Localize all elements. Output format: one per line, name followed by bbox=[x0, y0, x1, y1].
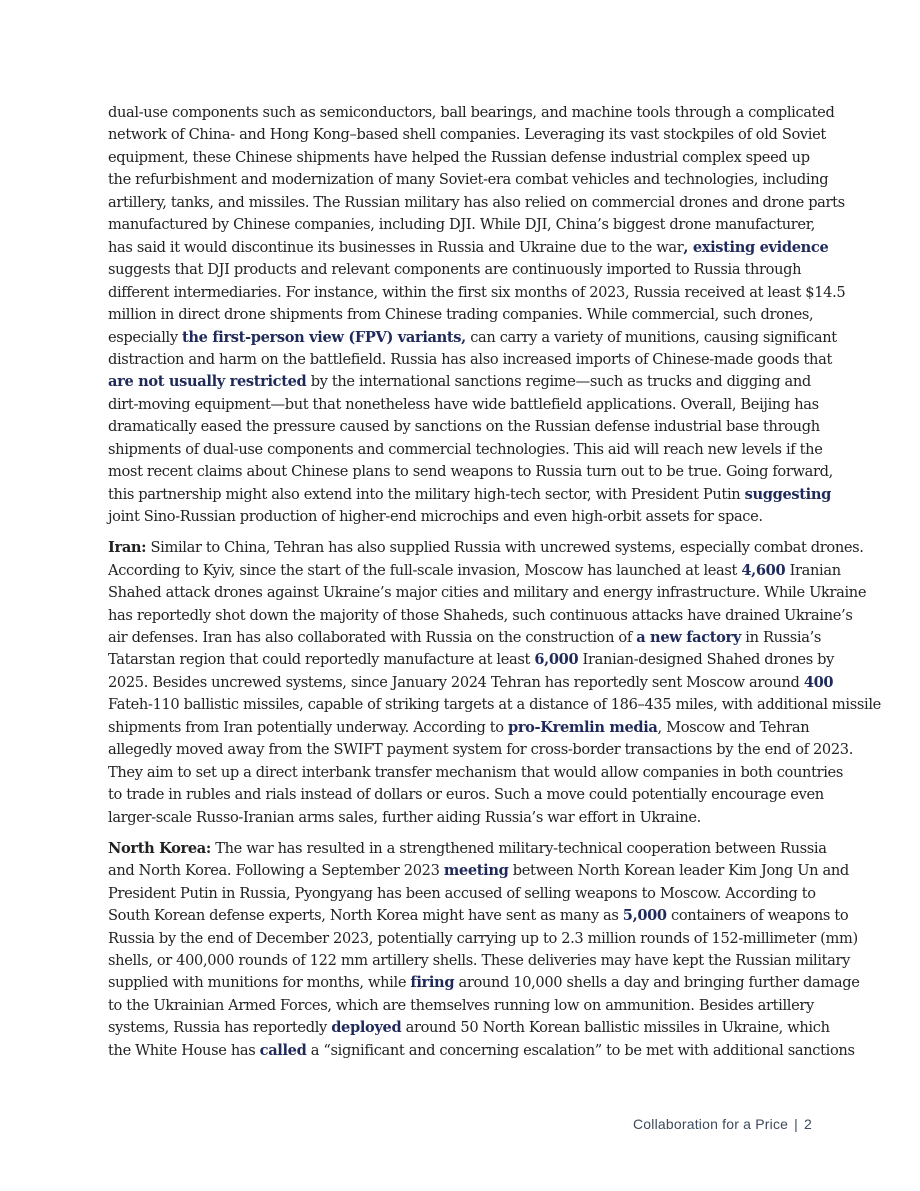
body-text: the refurbishment and modernization of many Soviet-era combat vehicles and technologies, including bbox=[108, 171, 829, 189]
body-text: manufactured by Chinese companies, including DJI. While DJI, China’s biggest drone manufacturer, bbox=[108, 216, 816, 234]
section-lead: North Korea: bbox=[108, 839, 211, 857]
footer-title: Collaboration for a Price bbox=[632, 1116, 789, 1132]
body-text: President Putin in Russia, Pyongyang has been accused of selling weapons to Moscow. According to bbox=[108, 884, 816, 902]
section-lead: Iran: bbox=[108, 539, 147, 557]
text-line bbox=[108, 807, 820, 829]
body-text: the White House has bbox=[108, 1041, 260, 1059]
body-text: to trade in rubles and rials instead of dollars or euros. Such a move could potentially encourage even bbox=[108, 786, 824, 804]
body-text: can carry a variety of munitions, causing significant bbox=[465, 328, 837, 346]
body-text: allegedly moved away from the SWIFT payment system for cross-border transactions by the end of 2023. bbox=[108, 741, 853, 759]
inline-link[interactable]: 5,000 bbox=[622, 907, 667, 925]
body-text: between North Korean leader Kim Jong Un and bbox=[508, 862, 849, 880]
text-line bbox=[108, 605, 853, 627]
text-line bbox=[108, 1017, 830, 1039]
text-line bbox=[108, 838, 827, 860]
body-text: distraction and harm on the battlefield. Russia has also increased imports of Chinese-made goods that bbox=[108, 350, 832, 368]
text-line bbox=[108, 928, 858, 950]
text-line bbox=[108, 717, 820, 739]
inline-link[interactable]: 400 bbox=[803, 673, 834, 691]
text-line bbox=[108, 995, 820, 1017]
text-line bbox=[108, 672, 834, 694]
body-text: different intermediaries. For instance, within the first six months of 2023, Russia received at least $14.5 bbox=[108, 283, 846, 301]
text-line bbox=[108, 560, 841, 582]
body-text: Russia by the end of December 2023, potentially carrying up to 2.3 million rounds of 152-millimeter (mm) bbox=[108, 929, 858, 947]
text-line bbox=[108, 192, 845, 214]
text-line bbox=[108, 394, 820, 416]
body-text: dual-use components such as semiconductors, ball bearings, and machine tools through a complicated bbox=[108, 104, 835, 121]
inline-link[interactable]: firing bbox=[410, 974, 455, 992]
body-text: air defenses. Iran has also collaborated with Russia on the construction of bbox=[108, 629, 637, 647]
text-line bbox=[108, 649, 835, 671]
body-text: around 10,000 shells a day and bringing further damage bbox=[454, 974, 860, 992]
body-text: dirt-moving equipment—but that nonetheless have wide battlefield applications. Overall, Beijing has bbox=[108, 395, 819, 413]
text-line bbox=[108, 484, 831, 506]
inline-link[interactable]: deployed bbox=[331, 1019, 402, 1037]
inline-link[interactable]: pro-Kremlin media bbox=[507, 718, 658, 736]
body-text: million in direct drone shipments from Chinese trading companies. While commercial, such drones, bbox=[108, 306, 814, 324]
text-line bbox=[108, 304, 820, 326]
body-text: in Russia’s bbox=[741, 629, 822, 647]
inline-link[interactable]: a new factory bbox=[636, 629, 742, 647]
body-text: The war has resulted in a strengthened military-technical cooperation between Russia bbox=[210, 839, 827, 857]
inline-link[interactable]: suggesting bbox=[744, 485, 831, 503]
inline-link[interactable]: 6,000 bbox=[534, 651, 579, 669]
text-line bbox=[108, 461, 833, 483]
text-line bbox=[108, 327, 837, 349]
body-text: Tatarstan region that could reportedly manufacture at least bbox=[108, 651, 535, 669]
body-text: especially bbox=[108, 328, 183, 346]
text-line bbox=[108, 214, 820, 236]
body-text: dramatically eased the pressure caused by sanctions on the Russian defense industrial base through bbox=[108, 418, 820, 436]
body-text: Shahed attack drones against Ukraine’s major cities and military and energy infrastructure. While Ukraine bbox=[108, 584, 867, 602]
body-text: has reportedly shot down the majority of those Shaheds, such continuous attacks have drained Ukraine’s bbox=[108, 606, 853, 624]
body-text: around 50 North Korean ballistic missiles in Ukraine, which bbox=[401, 1019, 830, 1037]
text-line bbox=[108, 416, 820, 438]
body-text: artillery, tanks, and missiles. The Russian military has also relied on commercial drones and drone parts bbox=[108, 193, 845, 211]
text-line bbox=[108, 169, 829, 191]
body-text: According to Kyiv, since the start of the full-scale invasion, Moscow has launched at least bbox=[108, 561, 742, 579]
text-line bbox=[108, 739, 853, 761]
page-footer bbox=[633, 1116, 812, 1132]
body-text: to the Ukrainian Armed Forces, which are themselves running low on ammunition. Besides artillery bbox=[108, 996, 814, 1014]
text-line bbox=[108, 1040, 855, 1062]
body-text: Iranian-designed Shahed drones by bbox=[578, 651, 835, 669]
text-line bbox=[108, 259, 820, 281]
text-line bbox=[108, 371, 820, 393]
paragraph bbox=[108, 838, 860, 1063]
body-text: They aim to set up a direct interbank transfer mechanism that would allow companies in both countries bbox=[108, 763, 843, 781]
article-body bbox=[108, 102, 881, 1071]
body-text: supplied with munitions for months, while bbox=[108, 974, 411, 992]
text-line bbox=[108, 762, 843, 784]
body-text: a “significant and concerning escalation” to be met with additional sanctions bbox=[306, 1041, 855, 1059]
body-text: most recent claims about Chinese plans to send weapons to Russia turn out to be true. Going forward, bbox=[108, 463, 833, 481]
text-line bbox=[108, 102, 835, 124]
text-line bbox=[108, 905, 849, 927]
footer-separator: | bbox=[794, 1116, 798, 1132]
body-text: shells, or 400,000 rounds of 122 mm artillery shells. These deliveries may have kept the Russian military bbox=[108, 951, 851, 969]
body-text: equipment, these Chinese shipments have helped the Russian defense industrial complex speed up bbox=[108, 148, 810, 166]
text-line bbox=[108, 124, 826, 146]
body-text: , Moscow and Tehran bbox=[657, 718, 810, 736]
body-text: shipments from Iran potentially underway. According to bbox=[108, 718, 508, 736]
text-line bbox=[108, 694, 881, 716]
body-text: larger-scale Russo-Iranian arms sales, further aiding Russia’s war effort in Ukraine. bbox=[108, 808, 701, 826]
text-line bbox=[108, 627, 820, 649]
inline-link[interactable]: , existing evidence bbox=[683, 238, 829, 256]
text-line bbox=[108, 439, 823, 461]
text-line bbox=[108, 237, 829, 259]
body-text: has said it would discontinue its businesses in Russia and Ukraine due to the war bbox=[108, 238, 684, 256]
text-line bbox=[108, 582, 867, 604]
text-line bbox=[108, 883, 820, 905]
text-line bbox=[108, 506, 820, 528]
body-text: Iranian bbox=[785, 561, 841, 579]
text-line bbox=[108, 784, 824, 806]
inline-link[interactable]: called bbox=[259, 1041, 307, 1059]
inline-link[interactable]: are not usually restricted bbox=[108, 373, 307, 391]
text-line bbox=[108, 147, 820, 169]
text-line bbox=[108, 537, 864, 559]
text-line bbox=[108, 282, 846, 304]
inline-link[interactable]: 4,600 bbox=[741, 561, 786, 579]
text-line bbox=[108, 349, 832, 371]
body-text: Fateh-110 ballistic missiles, capable of striking targets at a distance of 186–435 miles, with additional missile bbox=[108, 696, 881, 714]
body-text: by the international sanctions regime—such as trucks and digging and bbox=[306, 373, 811, 391]
paragraph bbox=[108, 537, 881, 829]
body-text: suggests that DJI products and relevant components are continuously imported to Russia through bbox=[108, 261, 802, 279]
body-text: Similar to China, Tehran has also supplied Russia with uncrewed systems, especially combat drones. bbox=[146, 539, 864, 557]
body-text: network of China- and Hong Kong–based shell companies. Leveraging its vast stockpiles of old Soviet bbox=[108, 126, 826, 144]
paragraph bbox=[108, 102, 846, 529]
text-line bbox=[108, 972, 860, 994]
body-text: and North Korea. Following a September 2023 bbox=[108, 862, 444, 880]
text-line bbox=[108, 950, 851, 972]
body-text: shipments of dual-use components and commercial technologies. This aid will reach new levels if the bbox=[108, 440, 823, 458]
text-line bbox=[108, 860, 849, 882]
body-text: this partnership might also extend into the military high-tech sector, with President Putin bbox=[108, 485, 745, 503]
body-text: containers of weapons to bbox=[666, 907, 849, 925]
page-number: 2 bbox=[804, 1116, 812, 1132]
body-text: South Korean defense experts, North Korea might have sent as many as bbox=[108, 907, 623, 925]
body-text: systems, Russia has reportedly bbox=[108, 1019, 332, 1037]
inline-link[interactable]: meeting bbox=[443, 862, 509, 880]
body-text: 2025. Besides uncrewed systems, since January 2024 Tehran has reportedly sent Moscow around bbox=[108, 673, 804, 691]
body-text: joint Sino-Russian production of higher-end microchips and even high-orbit assets for space. bbox=[108, 508, 763, 526]
inline-link[interactable]: the first-person view (FPV) variants, bbox=[182, 328, 466, 346]
